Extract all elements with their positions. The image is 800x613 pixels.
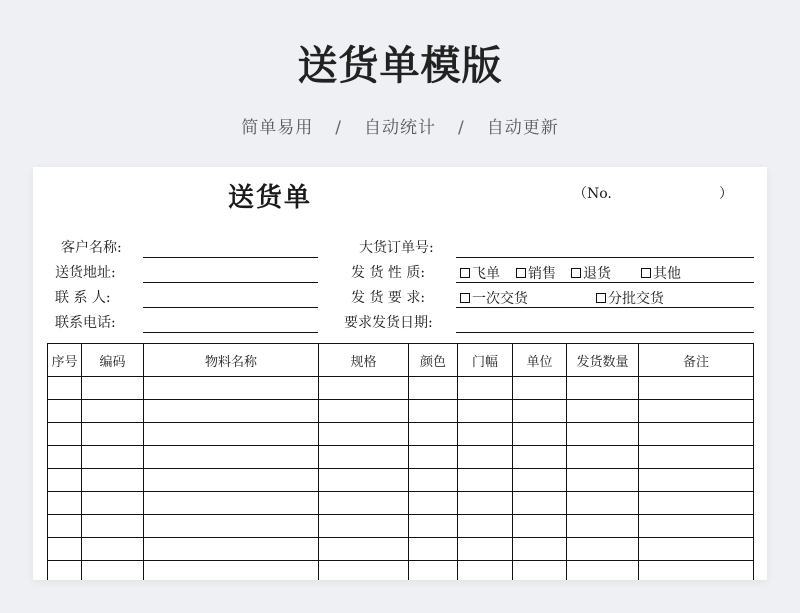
table-row bbox=[48, 446, 754, 469]
table-cell[interactable] bbox=[144, 538, 319, 561]
table-cell[interactable] bbox=[409, 561, 458, 581]
table-cell[interactable] bbox=[82, 377, 144, 400]
table-cell[interactable] bbox=[458, 492, 513, 515]
delivery-address-field[interactable] bbox=[143, 282, 318, 283]
table-cell[interactable] bbox=[144, 515, 319, 538]
contact-person-field[interactable] bbox=[143, 307, 318, 308]
order-number-field[interactable] bbox=[456, 257, 754, 258]
table-cell[interactable] bbox=[48, 400, 82, 423]
table-cell[interactable] bbox=[639, 446, 754, 469]
table-row bbox=[48, 423, 754, 446]
table-cell[interactable] bbox=[458, 423, 513, 446]
feature-auto-update: 自动更新 bbox=[486, 118, 559, 138]
table-cell[interactable] bbox=[458, 561, 513, 581]
column-header-color: 颜色 bbox=[409, 344, 458, 377]
ship-date-field[interactable] bbox=[456, 332, 754, 333]
table-cell[interactable] bbox=[409, 492, 458, 515]
table-cell[interactable] bbox=[567, 446, 639, 469]
feature-separator: / bbox=[335, 118, 342, 138]
table-cell[interactable] bbox=[319, 561, 409, 581]
column-header-code: 编码 bbox=[82, 344, 144, 377]
table-cell[interactable] bbox=[82, 561, 144, 581]
table-cell[interactable] bbox=[319, 515, 409, 538]
column-header-index: 序号 bbox=[48, 344, 82, 377]
feature-bar bbox=[0, 113, 800, 138]
table-cell[interactable] bbox=[319, 492, 409, 515]
checkbox-icon bbox=[460, 268, 470, 278]
table-cell[interactable] bbox=[409, 377, 458, 400]
table-cell[interactable] bbox=[48, 492, 82, 515]
document-number[interactable] bbox=[573, 183, 733, 203]
table-cell[interactable] bbox=[144, 446, 319, 469]
table-cell[interactable] bbox=[567, 492, 639, 515]
table-cell[interactable] bbox=[319, 377, 409, 400]
column-header-spec: 规格 bbox=[319, 344, 409, 377]
table-row bbox=[48, 469, 754, 492]
requirement-option-single[interactable]: 一次交货 bbox=[460, 288, 528, 308]
table-cell[interactable] bbox=[409, 423, 458, 446]
customer-name-label: 客户名称: bbox=[61, 240, 122, 256]
table-cell[interactable] bbox=[513, 538, 567, 561]
table-cell[interactable] bbox=[82, 538, 144, 561]
column-header-unit: 单位 bbox=[513, 344, 567, 377]
items-table bbox=[47, 343, 754, 580]
checkbox-icon bbox=[641, 268, 651, 278]
table-cell[interactable] bbox=[144, 400, 319, 423]
table-cell[interactable] bbox=[567, 400, 639, 423]
table-cell[interactable] bbox=[513, 515, 567, 538]
table-cell[interactable] bbox=[639, 423, 754, 446]
table-cell[interactable] bbox=[513, 423, 567, 446]
customer-name-field[interactable] bbox=[143, 257, 318, 258]
table-cell[interactable] bbox=[458, 469, 513, 492]
table-cell[interactable] bbox=[409, 400, 458, 423]
table-cell[interactable] bbox=[48, 561, 82, 581]
table-cell[interactable] bbox=[567, 423, 639, 446]
table-cell[interactable] bbox=[458, 538, 513, 561]
table-cell[interactable] bbox=[639, 538, 754, 561]
table-cell[interactable] bbox=[48, 538, 82, 561]
table-row bbox=[48, 561, 754, 581]
table-cell[interactable] bbox=[409, 446, 458, 469]
table-cell[interactable] bbox=[513, 469, 567, 492]
table-cell[interactable] bbox=[82, 423, 144, 446]
table-row bbox=[48, 400, 754, 423]
document-number-close: ） bbox=[719, 186, 733, 202]
table-cell[interactable] bbox=[567, 377, 639, 400]
table-cell[interactable] bbox=[458, 446, 513, 469]
table-cell[interactable] bbox=[409, 538, 458, 561]
table-cell[interactable] bbox=[48, 377, 82, 400]
table-cell[interactable] bbox=[513, 446, 567, 469]
table-cell[interactable] bbox=[82, 469, 144, 492]
table-cell[interactable] bbox=[639, 377, 754, 400]
table-cell[interactable] bbox=[48, 446, 82, 469]
table-cell[interactable] bbox=[144, 377, 319, 400]
checkbox-icon bbox=[460, 293, 470, 303]
column-header-remarks: 备注 bbox=[639, 344, 754, 377]
table-cell[interactable] bbox=[513, 561, 567, 581]
table-cell[interactable] bbox=[639, 400, 754, 423]
table-cell[interactable] bbox=[639, 469, 754, 492]
table-cell[interactable] bbox=[319, 538, 409, 561]
table-cell[interactable] bbox=[639, 561, 754, 581]
table-cell[interactable] bbox=[319, 469, 409, 492]
requirement-option-batch[interactable]: 分批交货 bbox=[596, 288, 664, 308]
table-cell[interactable] bbox=[319, 446, 409, 469]
table-cell[interactable] bbox=[82, 515, 144, 538]
contact-phone-field[interactable] bbox=[143, 332, 318, 333]
table-cell[interactable] bbox=[319, 423, 409, 446]
contact-person-label: 联 系 人: bbox=[55, 290, 111, 306]
table-cell[interactable] bbox=[144, 561, 319, 581]
ship-date-label: 要求发货日期: bbox=[344, 315, 433, 331]
table-cell[interactable] bbox=[144, 469, 319, 492]
column-header-width: 门幅 bbox=[458, 344, 513, 377]
nature-option-sales[interactable]: 销售 bbox=[516, 263, 556, 283]
delivery-note-sheet bbox=[33, 167, 767, 580]
table-cell[interactable] bbox=[82, 446, 144, 469]
table-cell[interactable] bbox=[567, 538, 639, 561]
document-number-label: （No. bbox=[573, 186, 612, 202]
table-cell[interactable] bbox=[513, 400, 567, 423]
table-cell[interactable] bbox=[513, 492, 567, 515]
table-cell[interactable] bbox=[567, 515, 639, 538]
table-cell[interactable] bbox=[567, 561, 639, 581]
table-cell[interactable] bbox=[409, 469, 458, 492]
contact-phone-label: 联系电话: bbox=[55, 315, 116, 331]
checkbox-icon bbox=[571, 268, 581, 278]
table-cell[interactable] bbox=[409, 515, 458, 538]
table-cell[interactable] bbox=[144, 492, 319, 515]
table-cell[interactable] bbox=[458, 377, 513, 400]
table-cell[interactable] bbox=[458, 400, 513, 423]
table-row bbox=[48, 492, 754, 515]
checkbox-icon bbox=[516, 268, 526, 278]
feature-auto-stat: 自动统计 bbox=[364, 118, 436, 138]
table-cell[interactable] bbox=[48, 469, 82, 492]
table-cell[interactable] bbox=[567, 469, 639, 492]
table-row bbox=[48, 377, 754, 400]
checkbox-icon bbox=[596, 293, 606, 303]
nature-option-fly[interactable]: 飞单 bbox=[460, 263, 500, 283]
table-row bbox=[48, 538, 754, 561]
table-cell[interactable] bbox=[144, 423, 319, 446]
delivery-address-label: 送货地址: bbox=[55, 265, 116, 281]
table-cell[interactable] bbox=[48, 423, 82, 446]
table-cell[interactable] bbox=[639, 492, 754, 515]
table-cell[interactable] bbox=[82, 492, 144, 515]
table-cell[interactable] bbox=[639, 515, 754, 538]
table-cell[interactable] bbox=[319, 400, 409, 423]
order-number-label: 大货订单号: bbox=[359, 240, 434, 256]
document-title: 送货单 bbox=[228, 183, 313, 213]
nature-option-other[interactable]: 其他 bbox=[641, 263, 681, 283]
page-title: 送货单模版 bbox=[297, 43, 503, 89]
table-cell[interactable] bbox=[82, 400, 144, 423]
shipping-nature-label: 发 货 性 质: bbox=[351, 265, 426, 281]
feature-easy: 简单易用 bbox=[241, 118, 314, 138]
shipping-requirement-label: 发 货 要 求: bbox=[351, 290, 426, 306]
table-cell[interactable] bbox=[458, 515, 513, 538]
nature-option-return[interactable]: 退货 bbox=[571, 263, 611, 283]
table-cell[interactable] bbox=[513, 377, 567, 400]
table-cell[interactable] bbox=[48, 515, 82, 538]
column-header-quantity: 发货数量 bbox=[567, 344, 639, 377]
table-header-row bbox=[48, 344, 754, 377]
column-header-material-name: 物料名称 bbox=[144, 344, 319, 377]
feature-separator: / bbox=[458, 118, 465, 138]
table-row bbox=[48, 515, 754, 538]
